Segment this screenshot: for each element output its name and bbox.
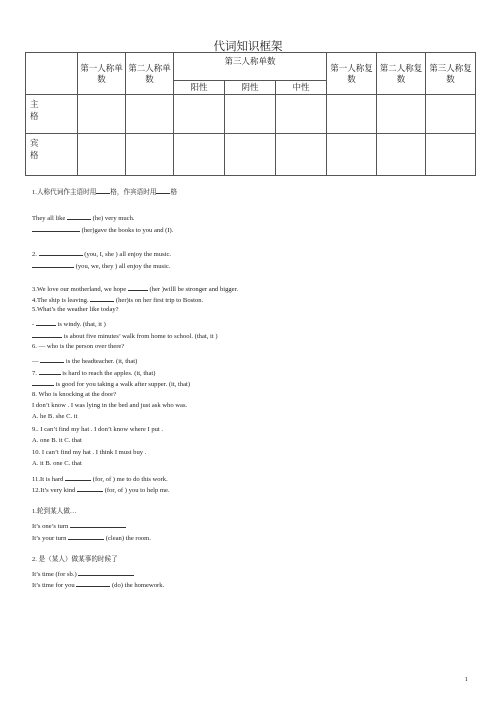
row-label-objective xyxy=(26,134,78,176)
answer-blank[interactable] xyxy=(90,294,114,302)
line-text: 5.What’s the weather like today? xyxy=(32,306,119,313)
exercise-line xyxy=(32,212,135,223)
line-text: 9.. I can’t find my hat . I don’t know where I put . xyxy=(32,426,164,433)
line-text: — xyxy=(32,358,41,365)
line-text: (I). xyxy=(165,227,174,234)
line-text: A. he B. she C. it xyxy=(32,413,78,420)
exercise-line xyxy=(32,413,77,421)
answer-blank[interactable] xyxy=(32,224,56,232)
header-second-singular: 第二人称单数 xyxy=(126,53,174,95)
line-text: A. one B. it C. that xyxy=(32,437,82,444)
line-text: (he) very much. xyxy=(90,215,135,222)
header-first-plural: 第一人称复数 xyxy=(327,53,377,95)
answer-cell[interactable] xyxy=(126,95,174,134)
exercise-line xyxy=(32,343,124,351)
answer-cell[interactable] xyxy=(174,95,225,134)
line-text: is good for you taking a walk after supper. (it, that) xyxy=(54,381,191,388)
row-label-text: 宾格 xyxy=(30,138,39,160)
line-text: 7. xyxy=(32,370,39,377)
row-label-text: 主格 xyxy=(30,99,39,121)
exercise-line xyxy=(32,402,187,410)
answer-cell[interactable] xyxy=(377,134,426,176)
line-text: It’s time for you xyxy=(32,582,77,589)
line-text: 1.人称代词作主语时用 xyxy=(32,189,97,196)
header-masculine: 阳性 xyxy=(174,81,225,95)
exercise-line xyxy=(32,367,155,378)
answer-cell[interactable] xyxy=(126,134,174,176)
answer-cell[interactable] xyxy=(276,134,327,176)
line-text: (her)gave the books to you and xyxy=(80,227,166,234)
exercise-line xyxy=(32,318,106,329)
line-text: (do) the homework. xyxy=(110,582,165,589)
line-text: 12.It’s very kind xyxy=(32,487,78,494)
table-row-objective xyxy=(26,134,476,176)
answer-blank[interactable] xyxy=(65,473,91,481)
answer-blank[interactable] xyxy=(40,355,64,363)
answer-blank[interactable] xyxy=(32,260,74,268)
line-text: (her)is on her first trip to Boston. xyxy=(114,297,204,304)
exercise-line xyxy=(32,355,137,366)
answer-blank[interactable] xyxy=(36,318,56,326)
line-text: 11.It is hard xyxy=(32,476,66,483)
answer-blank[interactable] xyxy=(70,520,126,528)
answer-blank[interactable] xyxy=(76,579,110,587)
line-text: 3.We love our motherland, we hope xyxy=(32,286,128,293)
answer-cell[interactable] xyxy=(78,95,126,134)
exercise-line xyxy=(32,473,168,484)
answer-blank[interactable] xyxy=(67,212,91,220)
answer-cell[interactable] xyxy=(377,95,426,134)
exercise-line xyxy=(32,449,146,457)
exercise-line xyxy=(32,391,116,399)
line-text: is about five minutes’ walk from home to school. (that, it ) xyxy=(62,333,218,340)
exercise-line xyxy=(32,283,238,294)
answer-blank[interactable] xyxy=(32,330,62,338)
exercise-line xyxy=(32,532,151,543)
answer-blank[interactable] xyxy=(77,484,103,492)
header-second-plural: 第二人称复数 xyxy=(377,53,426,95)
exercise-line xyxy=(32,294,203,305)
exercise-line xyxy=(32,378,190,389)
header-feminine: 阴性 xyxy=(225,81,276,95)
answer-cell[interactable] xyxy=(225,95,276,134)
line-text: is hard to reach the apples. (it, that) xyxy=(60,370,156,377)
answer-cell[interactable] xyxy=(327,134,377,176)
line-text: is windy. (that, it ) xyxy=(55,321,106,328)
exercise-line xyxy=(32,508,77,516)
exercise-line xyxy=(32,520,126,531)
header-first-singular: 第一人称单数 xyxy=(78,53,126,95)
answer-blank[interactable] xyxy=(39,367,61,375)
line-text: 6. — who is the person over there? xyxy=(32,343,125,350)
answer-cell[interactable] xyxy=(327,95,377,134)
exercise-line xyxy=(32,330,218,341)
exercise-line xyxy=(32,426,163,434)
line-text: (for, of ) you to help me. xyxy=(103,487,170,494)
line-text: (clean) the room. xyxy=(104,535,151,542)
answer-cell[interactable] xyxy=(426,134,476,176)
line-text: (her )willl be stronger and bigger. xyxy=(147,286,239,293)
line-text: It’s time (for sb.) xyxy=(32,571,79,578)
exercise-line xyxy=(32,484,170,495)
exercise-line xyxy=(32,579,164,590)
exercise-line xyxy=(32,224,173,235)
line-text: 格 xyxy=(170,189,178,196)
line-text: I don’t know . I was lying in the bed and just ask who was. xyxy=(32,402,188,409)
line-text: They all like xyxy=(32,215,67,222)
table-row-nominative xyxy=(26,95,476,134)
pronoun-table xyxy=(25,52,476,176)
line-text: - xyxy=(32,321,36,328)
answer-cell[interactable] xyxy=(78,134,126,176)
page-title: 代词知识框架 xyxy=(213,41,283,53)
answer-blank[interactable] xyxy=(68,532,104,540)
line-text: 1.轮到某人做… xyxy=(32,508,77,515)
exercise-line xyxy=(32,437,82,445)
line-text: 10. I can’t find my hat . I think I must buy . xyxy=(32,449,147,456)
line-text: A. it B. one C. that xyxy=(32,460,82,467)
page-number: 1 xyxy=(464,676,468,683)
line-text: (for, of ) me to do this work. xyxy=(91,476,168,483)
exercise-line xyxy=(32,556,118,564)
corner-cell xyxy=(26,53,78,95)
answer-blank[interactable] xyxy=(96,186,110,194)
row-label-nominative xyxy=(26,95,78,134)
answer-blank[interactable] xyxy=(56,224,80,232)
line-text: 2. xyxy=(32,251,39,258)
exercise-line xyxy=(32,260,171,271)
line-text: is the headteacher. (it, that) xyxy=(64,358,138,365)
answer-cell[interactable] xyxy=(225,134,276,176)
line-text: (you, I, she ) all enjoy the music. xyxy=(82,251,172,258)
exercise-line xyxy=(32,306,119,314)
line-text: It’s your turn xyxy=(32,535,69,542)
line-text: 8. Who is knocking at the door? xyxy=(32,391,117,398)
answer-cell[interactable] xyxy=(276,95,327,134)
answer-blank[interactable] xyxy=(39,248,83,256)
answer-blank[interactable] xyxy=(78,568,134,576)
header-neuter: 中性 xyxy=(276,81,327,95)
exercise-line xyxy=(32,568,134,579)
answer-blank[interactable] xyxy=(32,378,54,386)
header-third-singular: 第三人称单数 xyxy=(174,53,327,81)
line-text: 格，作宾语时用 xyxy=(110,189,157,196)
exercise-line xyxy=(32,186,177,197)
exercise-line xyxy=(32,460,82,468)
line-text: 2. 是（某人）做某事的时候了 xyxy=(32,556,118,563)
exercise-line xyxy=(32,248,171,259)
answer-cell[interactable] xyxy=(174,134,225,176)
answer-blank[interactable] xyxy=(156,186,170,194)
line-text: It’s one’s turn xyxy=(32,523,70,530)
answer-blank[interactable] xyxy=(128,283,148,291)
header-third-plural: 第三人称复数 xyxy=(426,53,476,95)
line-text: 4.The ship is leaving. xyxy=(32,297,91,304)
answer-cell[interactable] xyxy=(426,95,476,134)
line-text: (you, we, they ) all enjoy the music. xyxy=(74,263,171,270)
